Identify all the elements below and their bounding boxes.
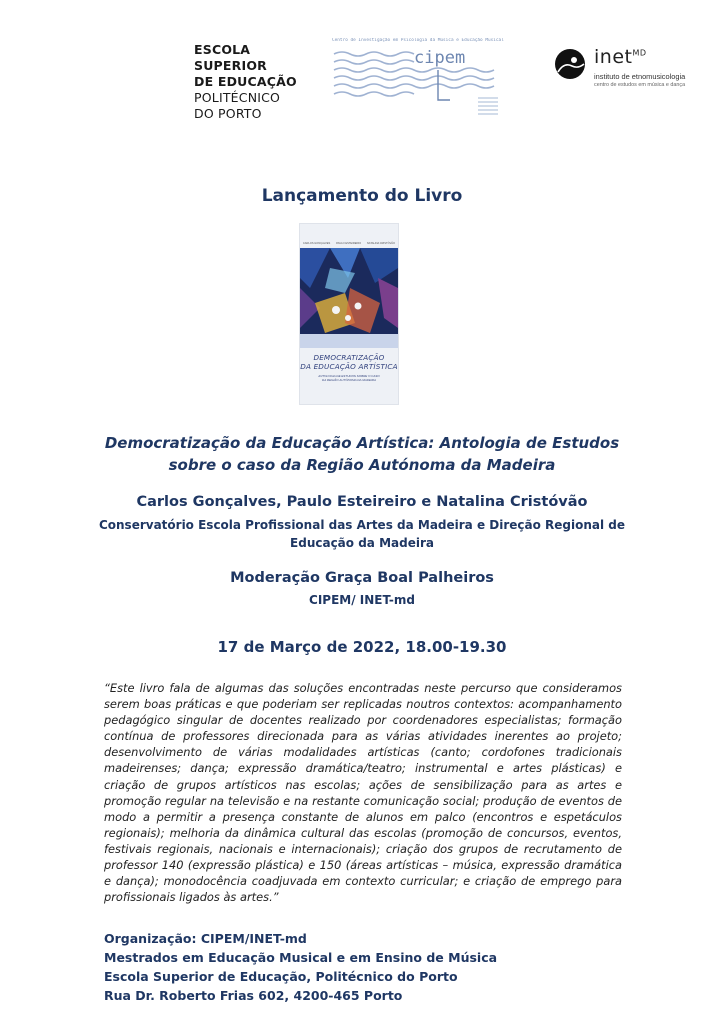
cover-authors	[300, 242, 398, 245]
footer-organization: Organização: CIPEM/INET-md	[104, 931, 307, 946]
cover-subtitle-line: DA REGIÃO AUTÓNOMA DA MADEIRA	[322, 378, 376, 382]
affiliation-line: Educação da Madeira	[290, 536, 434, 550]
page-title: Lançamento do Livro	[261, 186, 463, 206]
cover-title-line: DA EDUCAÇÃO ARTÍSTICA	[300, 362, 398, 371]
cover-author: NATALINA CRISTÓVÃO	[366, 242, 396, 245]
ese-logo-line: DO PORTO	[194, 106, 262, 121]
inet-subtitle: instituto de etnomusicologia	[594, 72, 686, 81]
cover-title-line: DEMOCRATIZAÇÃO	[313, 353, 385, 362]
inet-subtitle-secondary: centro de estudos em música e dança	[594, 82, 686, 88]
affiliation-line: Conservatório Escola Profissional das Artes da Madeira e Direção Regional de	[98, 518, 626, 532]
cipem-name: cipem	[414, 48, 466, 68]
ese-logo-line: DE EDUCAÇÃO	[194, 74, 297, 89]
authors: Carlos Gonçalves, Paulo Esteireiro e Natalina Cristóvão	[136, 494, 588, 510]
moderation-org: CIPEM/ INET-md	[309, 593, 415, 607]
footer-school: Escola Superior de Educação, Politécnico do Porto	[104, 969, 458, 984]
cover-author: PAULO ESTEIREIRO	[336, 242, 362, 245]
cover-artwork-icon	[300, 248, 398, 348]
book-cover	[299, 223, 399, 405]
ese-logo-line: ESCOLA	[194, 42, 251, 57]
ese-logo	[194, 42, 304, 122]
inet-name-text: inet	[594, 46, 633, 68]
book-title-line: Democratização da Educação Artística: Antologia de Estudos	[104, 434, 620, 452]
moderation: Moderação Graça Boal Palheiros	[230, 570, 494, 586]
footer-masters: Mestrados em Educação Musical e em Ensino de Música	[104, 950, 498, 965]
ese-logo-line: POLITÉCNICO	[194, 90, 281, 105]
inet-name	[594, 46, 647, 68]
cipem-subtitle: Centro de Investigação em Psicologia da Música e Educação Musical	[332, 38, 504, 43]
book-title-line: sobre o caso da Região Autónoma da Madeira	[168, 456, 556, 474]
affiliation	[40, 516, 684, 552]
cover-subtitle	[300, 374, 398, 382]
cover-title	[300, 353, 398, 371]
footer	[104, 929, 664, 1005]
book-title	[40, 432, 684, 476]
inet-logo	[552, 42, 712, 92]
event-date: 17 de Março de 2022, 18.00-19.30	[217, 638, 507, 656]
ese-logo-line: SUPERIOR	[194, 58, 267, 73]
cover-subtitle-line: ANTOLOGIA DE ESTUDOS SOBRE O CASO	[318, 374, 380, 378]
inet-emblem-icon	[552, 46, 588, 82]
cipem-logo	[332, 38, 504, 118]
inet-suffix: MD	[632, 48, 647, 58]
cover-author: CARLOS GONÇALVES	[302, 242, 331, 245]
book-description-quote: “Este livro fala de algumas das soluções encontradas neste percurso que consideramos serem boas práticas e que poderiam ser replicadas noutros contextos: acompanhamento pedagógico singular de docentes realizado por coordenadores especialistas; formação contínua de professores direcionada para as várias atividades inerentes ao projeto; desenvolvimento de várias modalidades artísticas (canto; cordofones tradicionais madeirenses; dança; expressão dramática/teatro; instrumental e artes plásticas) e criação de grupos artísticos nas escolas; ações de sensibilização para as artes e promoção regular na televisão e na restante comunicação social; produção de eventos de modo a permitir a presença constante de alunos em palco (encontros e espetáculos regionais); melhoria da dinâmica cultural das escolas (promoção de concursos, eventos, festivais regionais, nacionais e internacionais); criação dos grupos de recrutamento de professor 140 (expressão plástica) e 150 (áreas artísticas – música, expressão dramática e dança); monodocência coadjuvada em contexto curricular; e criação de emprego para profissionais ligados às artes.”	[104, 681, 622, 905]
footer-address: Rua Dr. Roberto Frias 602, 4200-465 Porto	[104, 988, 403, 1003]
